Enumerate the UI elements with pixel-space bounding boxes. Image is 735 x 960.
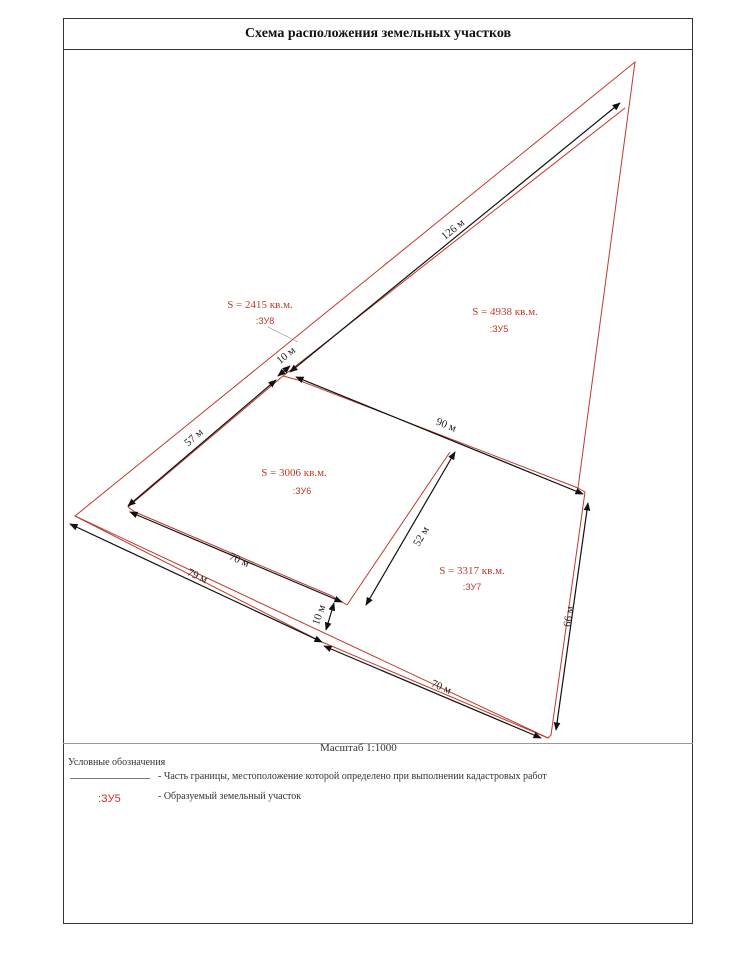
area-label-zu7: S = 3317 кв.м.	[439, 565, 505, 577]
scale-label: Масштаб 1:1000	[320, 742, 397, 754]
dim-line-79	[70, 524, 322, 642]
code-label-zu7: :ЗУ7	[462, 582, 482, 592]
code-label-zu6: :ЗУ6	[292, 486, 312, 496]
page-title: Схема расположения земельных участков	[244, 26, 512, 41]
boundary-zu8-inner	[128, 108, 625, 507]
dim-label-10a: 10 м	[274, 344, 298, 367]
dim-label-70b: 70 м	[429, 677, 454, 697]
dim-line-90	[296, 377, 583, 494]
area-label-zu5: S = 4938 кв.м.	[472, 306, 538, 318]
dim-label-90: 90 м	[434, 415, 458, 435]
dim-label-79: 79 м	[185, 566, 210, 587]
legend-item-line: - Часть границы, местоположение которой определено при выполнении кадастровых работ	[158, 771, 547, 782]
boundary-zu6-bottom	[128, 507, 332, 596]
legend-title: Условные обозначения	[68, 757, 166, 768]
dim-line-57	[128, 380, 276, 506]
legend-line-sample	[70, 778, 150, 779]
dim-label-66: 66 м	[561, 605, 577, 628]
dim-line-52	[366, 452, 455, 605]
area-label-zu6: S = 3006 кв.м.	[261, 467, 327, 479]
outer-boundary	[75, 62, 635, 738]
area-label-zu8: S = 2415 кв.м.	[227, 299, 293, 311]
dim-label-10b: 10 м	[309, 603, 329, 627]
code-label-zu5: :ЗУ5	[489, 324, 509, 334]
legend-code-sample: :ЗУ5	[98, 793, 121, 805]
leader-zu8	[268, 327, 298, 342]
dim-line-10a	[278, 366, 290, 376]
dim-line-126	[290, 103, 620, 372]
code-label-zu8: :ЗУ8	[255, 316, 275, 326]
dim-label-57: 57 м	[182, 426, 206, 450]
dim-line-70b	[324, 646, 541, 738]
dim-label-126: 126 м	[439, 216, 468, 243]
boundary-zu6-zu7	[332, 452, 450, 605]
parcel-boundaries	[75, 62, 635, 738]
dim-label-70a: 70 м	[227, 550, 252, 570]
legend-item-parcel: - Образуемый земельный участок	[158, 791, 302, 802]
dim-label-52: 52 м	[411, 524, 432, 549]
